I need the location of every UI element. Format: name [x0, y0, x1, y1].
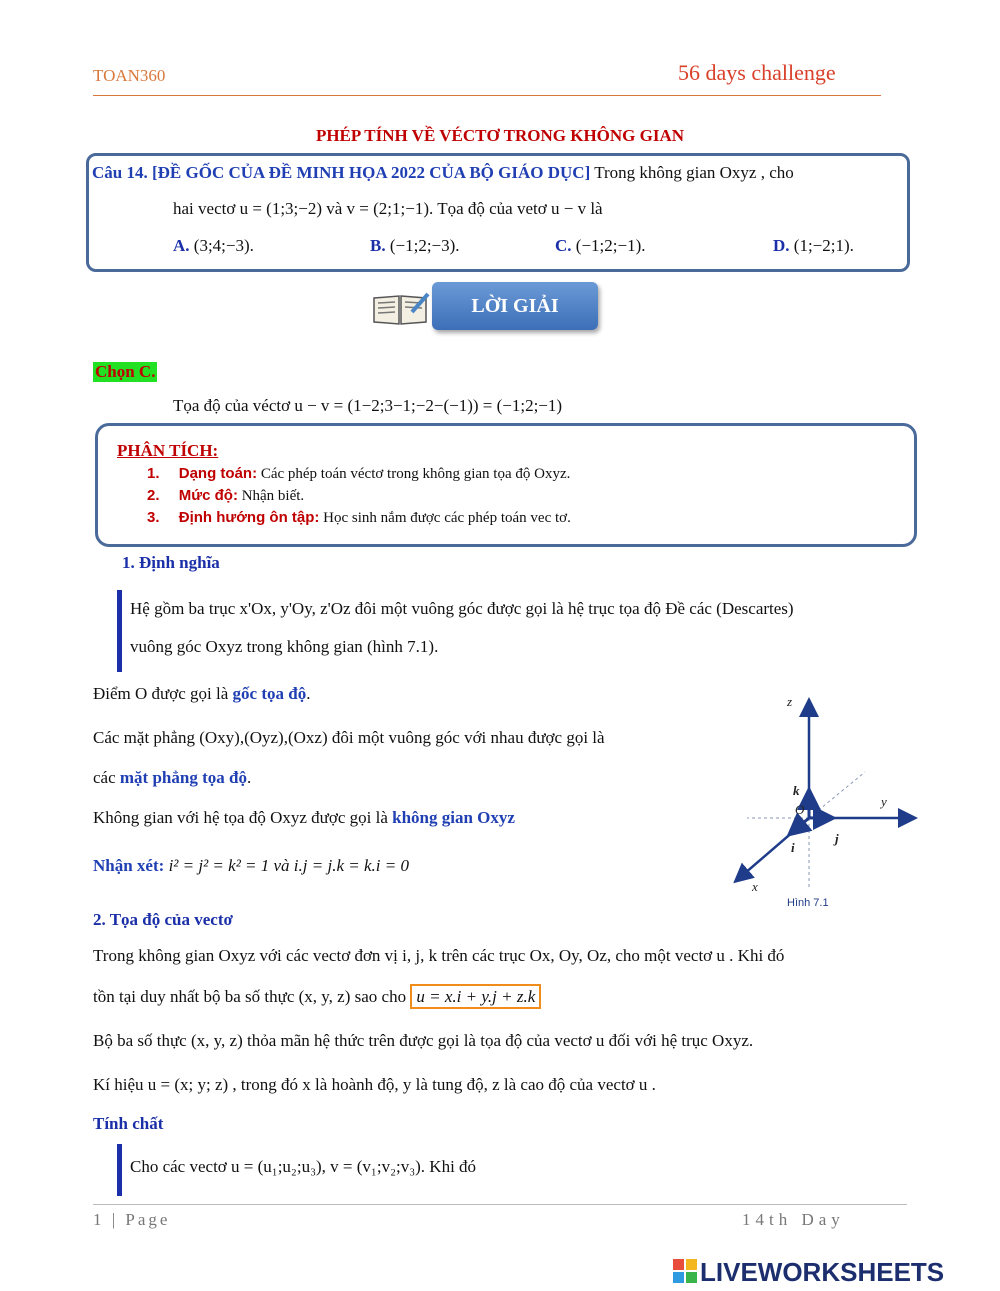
question-label: Câu 14.: [92, 163, 148, 182]
property-quote: Cho các vectơ u = (u₁;u₂;u₃), v = (v₁;v₂;v₃). Khi đó: [130, 1157, 477, 1176]
option-a-key: A.: [173, 236, 190, 255]
space-term: không gian Oxyz: [392, 808, 515, 827]
option-a-value: (3;4;−3).: [193, 236, 254, 255]
answer-text: Tọa độ của véctơ u − v = (1−2;3−1;−2−(−1)) = (−1;2;−1): [173, 396, 563, 415]
k-label: k: [793, 783, 800, 798]
header-divider: [93, 95, 881, 96]
option-d-key: D.: [773, 236, 790, 255]
j-label: j: [835, 831, 839, 846]
planes-pre: các: [93, 768, 120, 787]
page-title: PHÉP TÍNH VỀ VÉCTƠ TRONG KHÔNG GIAN: [315, 126, 685, 145]
option-b-value: (−1;2;−3).: [389, 236, 460, 255]
analysis-item-1: [147, 465, 570, 483]
figure-caption: Hình 7.1: [787, 897, 829, 909]
definition-heading: 1. Định nghĩa: [122, 553, 220, 572]
analysis-title: PHÂN TÍCH:: [117, 441, 219, 460]
analysis-item-2-label: Mức độ:: [178, 487, 238, 504]
origin-label: O: [795, 802, 805, 817]
origin-term: gốc tọa độ: [232, 684, 307, 703]
liveworksheets-logo-icon: [672, 1258, 698, 1284]
i-label: i: [791, 840, 795, 855]
footer-day: 14th Day: [742, 1210, 845, 1229]
origin-post: .: [306, 684, 311, 703]
axis-z-label: z: [787, 694, 793, 709]
coordinates-line-2: [93, 987, 541, 1007]
remark-text: i² = j² = k² = 1 và i.j = j.k = k.i = 0: [168, 856, 409, 875]
definition-quote-line-1: Hệ gồm ba trục x'Ox, y'Oy, z'Oz đôi một vuông góc được gọi là hệ trục tọa độ Đề các (Descartes): [130, 599, 794, 618]
axis-y-label: y: [881, 794, 887, 809]
solution-button[interactable]: LỜI GIẢI: [432, 282, 598, 330]
option-c-key: C.: [555, 236, 572, 255]
option-a[interactable]: [173, 236, 254, 256]
option-c[interactable]: [555, 236, 645, 256]
analysis-item-1-text: Các phép toán véctơ trong không gian tọa độ Oxyz.: [260, 466, 571, 482]
neg-x-axis: [809, 772, 865, 818]
definition-quote-line-2: vuông góc Oxyz trong không gian (hình 7.1).: [130, 637, 439, 656]
analysis-item-2: [147, 487, 304, 505]
coordinates-line-3: Bộ ba số thực (x, y, z) thỏa mãn hệ thức trên được gọi là tọa độ của vectơ u đối với hệ trục Oxyz.: [93, 1031, 754, 1050]
analysis-item-3-label: Định hướng ôn tập:: [178, 509, 320, 526]
analysis-item-3: [147, 509, 571, 527]
coordinates-line-4: Kí hiệu u = (x; y; z) , trong đó x là hoành độ, y là tung độ, z là cao độ của vectơ u .: [93, 1075, 656, 1094]
book-icon: [372, 292, 430, 331]
axes-figure: [725, 680, 925, 910]
property-quote-bar: [117, 1144, 122, 1196]
space-sentence: [93, 808, 515, 828]
question-line-1: [92, 163, 794, 183]
coordinates-line-1: Trong không gian Oxyz với các vectơ đơn vị i, j, k trên các trục Ox, Oy, Oz, cho một vectơ u . Khi đó: [93, 946, 785, 965]
remark-label: Nhận xét:: [93, 856, 165, 875]
i-vector: [791, 818, 809, 833]
planes-term: mặt phẳng tọa độ: [119, 768, 247, 787]
analysis-item-3-text: Học sinh nắm được các phép toán vec tơ.: [323, 510, 571, 526]
coordinates-formula-box: u = x.i + y.j + z.k: [410, 984, 541, 1009]
header-right: 56 days challenge: [678, 60, 836, 85]
analysis-box: [95, 423, 917, 547]
option-b[interactable]: [370, 236, 460, 256]
definition-quote-bar: [117, 590, 122, 672]
origin-sentence: [93, 684, 310, 704]
origin-pre: Điểm O được gọi là: [93, 684, 233, 703]
space-pre: Không gian với hệ tọa độ Oxyz được gọi là: [93, 808, 393, 827]
analysis-item-1-label: Dạng toán:: [178, 465, 258, 482]
analysis-item-2-num: 2.: [147, 487, 160, 504]
analysis-item-2-text: Nhận biết.: [241, 488, 305, 504]
footer-page: 1 | Page: [93, 1210, 171, 1229]
answer-choice: Chọn C.: [95, 362, 156, 381]
question-source: [ĐỀ GỐC CỦA ĐỀ MINH HỌA 2022 CỦA BỘ GIÁO DỤC]: [151, 163, 591, 182]
property-heading: Tính chất: [93, 1114, 164, 1133]
coordinates-line2-pre: tồn tại duy nhất bộ ba số thực (x, y, z) sao cho: [93, 987, 407, 1006]
option-d-value: (1;−2;1).: [793, 236, 854, 255]
footer-divider: [93, 1204, 907, 1205]
analysis-item-3-num: 3.: [147, 509, 160, 526]
axis-x-label: x: [752, 879, 758, 894]
question-line1-tail: Trong không gian Oxyz , cho: [594, 163, 794, 182]
liveworksheets-brand[interactable]: LIVEWORKSHEETS: [700, 1257, 945, 1287]
header-left: TOAN360: [93, 66, 166, 85]
option-c-value: (−1;2;−1).: [575, 236, 646, 255]
option-d[interactable]: [773, 236, 854, 256]
planes-line-1: Các mặt phẳng (Oxy),(Oyz),(Oxz) đôi một vuông góc với nhau được gọi là: [93, 728, 605, 747]
planes-post: .: [246, 768, 252, 787]
question-line-2: hai vectơ u = (1;3;−2) và v = (2;1;−1). Tọa độ của vetơ u − v là: [173, 199, 603, 218]
remark: [93, 856, 409, 876]
planes-line-2: [93, 768, 251, 788]
analysis-item-1-num: 1.: [147, 465, 160, 482]
option-b-key: B.: [370, 236, 386, 255]
coordinates-heading: 2. Tọa độ của vectơ: [93, 910, 233, 929]
